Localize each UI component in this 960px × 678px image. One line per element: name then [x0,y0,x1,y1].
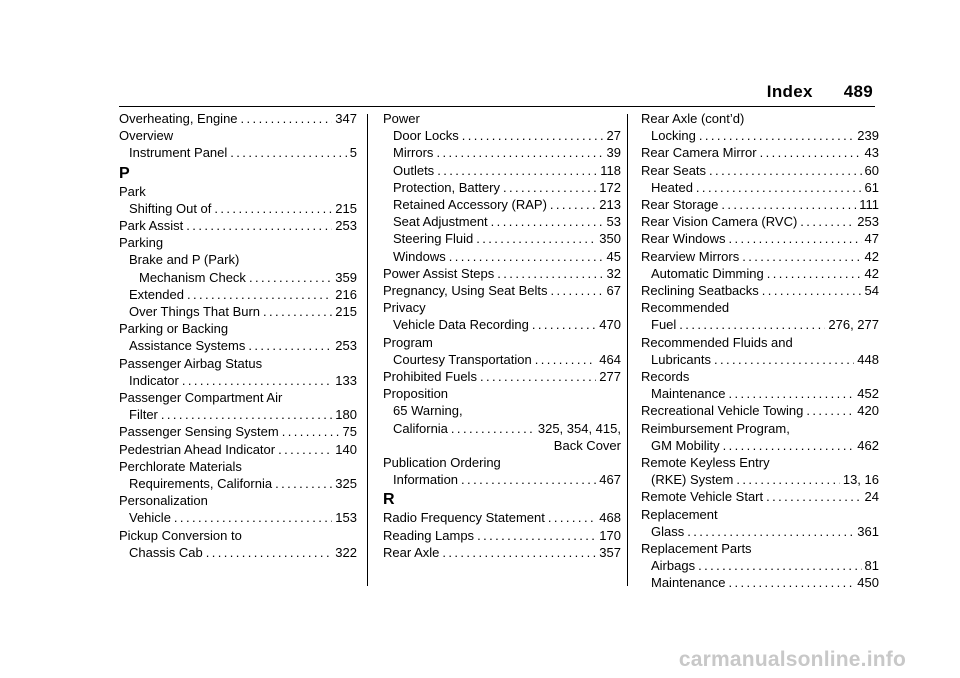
entry-term: Personalization [119,493,208,509]
entry-term: Pedestrian Ahead Indicator [119,441,276,457]
entry-page: 54 [864,283,879,299]
entry-page: 357 [599,544,621,560]
entry-page: 32 [606,265,621,281]
header-rule [119,106,875,107]
entry-page: 75 [342,424,357,440]
page-number: 489 [843,82,873,101]
entry-term: Indicator [129,372,179,388]
entry-page: 468 [599,510,621,526]
dot-leader [728,385,854,402]
index-entry [119,458,357,475]
index-entry [641,213,879,230]
dot-leader [760,144,862,161]
entry-term: Records [641,369,690,385]
index-entry [119,372,357,389]
dot-leader [249,269,332,286]
entry-term: Parking or Backing [119,321,229,337]
entry-term: Information [393,472,459,488]
index-entry [119,355,357,372]
entry-term: Fuel [651,317,677,333]
entry-page: 464 [599,351,621,367]
dot-leader [275,475,332,492]
entry-term: Park [119,183,146,199]
index-entry [641,334,879,351]
dot-leader [436,144,603,161]
index-entry [641,368,879,385]
entry-page: 253 [857,214,879,230]
entry-page: 111 [859,197,879,213]
dot-leader [477,527,596,544]
dot-leader [451,420,535,437]
entry-term: Requirements, California [129,476,273,492]
dot-leader [806,402,854,419]
entry-term: Courtesy Transportation [393,351,532,367]
entry-term: Overheating, Engine [119,111,238,126]
index-entry [641,265,879,282]
entry-page: 67 [606,283,621,299]
entry-term: Locking [651,128,696,144]
index-entry [383,471,621,488]
index-entry [641,351,879,368]
entry-page: 47 [864,231,879,247]
entry-term: Automatic Dimming [651,265,764,281]
dot-leader [480,368,596,385]
entry-page: 239 [857,128,879,144]
entry-term: Recreational Vehicle Towing [641,403,804,419]
dot-leader [497,265,603,282]
entry-page: 215 [335,304,357,320]
column-divider [627,114,628,586]
entry-term: Maintenance [651,575,726,591]
index-entry [383,162,621,179]
index-entry [641,437,879,454]
entry-page: 13, 16 [842,472,879,488]
index-entry [383,368,621,385]
index-entry [383,385,621,402]
entry-term: Instrument Panel [129,145,228,161]
index-entry [383,230,621,247]
entry-term: Rearview Mirrors [641,248,740,264]
entry-term: Rear Seats [641,162,707,178]
index-entry [119,286,357,303]
index-entry [119,251,357,268]
index-entry [383,282,621,299]
dot-leader [437,162,597,179]
index-entry [383,213,621,230]
index-entry [383,110,621,127]
index-entry [383,351,621,368]
index-entry [119,144,357,161]
dot-leader [714,351,854,368]
index-entry [641,574,879,591]
entry-term: Chassis Cab [129,544,203,560]
entry-term: Passenger Airbag Status [119,355,263,371]
entry-term: 65 Warning, [393,403,463,419]
entry-term: Shifting Out of [129,200,212,216]
index-entry [119,183,357,200]
dot-leader [723,437,855,454]
dot-leader [282,423,340,440]
index-entry [119,234,357,251]
section-letter: R [383,491,395,509]
dot-leader [800,213,854,230]
index-column-3 [641,110,879,592]
dot-leader [742,248,861,265]
index-entry [383,248,621,265]
entry-page: 325 [335,476,357,492]
index-entry [119,544,357,561]
entry-page: 118 [600,162,621,178]
dot-leader [206,544,333,561]
entry-page: 215 [335,200,357,216]
dot-leader [687,523,854,540]
entry-page: 253 [335,338,357,354]
index-entry [383,334,621,351]
entry-term: Recommended Fluids and [641,334,793,350]
entry-term: Recommended [641,300,730,316]
index-entry [119,475,357,492]
entry-page: 462 [857,437,879,453]
dot-leader [461,471,596,488]
section-letter: P [119,164,130,182]
entry-page: 172 [599,179,621,195]
index-entry [641,144,879,161]
entry-page: 42 [864,265,879,281]
entry-term: Mirrors [393,145,434,161]
index-entry [641,110,879,127]
entry-term: Reimbursement Program, [641,420,790,436]
dot-leader [766,488,861,505]
dot-leader [230,144,346,161]
entry-term: Rear Vision Camera (RVC) [641,214,798,230]
index-entry [641,385,879,402]
entry-page: 39 [606,145,621,161]
entry-term: Rear Axle (cont’d) [641,111,745,126]
entry-page: 42 [864,248,879,264]
entry-term: Rear Axle [383,544,440,560]
index-entry [119,320,357,337]
entry-term: Airbags [651,558,696,574]
index-entry [383,127,621,144]
dot-leader [442,544,596,561]
entry-term: Replacement [641,506,718,522]
entry-page: 347 [335,111,357,126]
entry-term: GM Mobility [651,437,720,453]
dot-leader [548,509,596,526]
entry-page: 276, 277 [828,317,879,333]
index-entry [641,506,879,523]
index-entry [641,316,879,333]
entry-term: Rear Storage [641,197,719,213]
dot-leader [187,286,332,303]
index-entry [119,492,357,509]
index-entry [641,557,879,574]
index-entry [641,402,879,419]
index-entry [383,527,621,544]
index-column-2 [383,110,621,561]
entry-page: 277 [599,369,621,385]
dot-leader [278,441,332,458]
dot-leader [449,248,604,265]
index-entry [641,230,879,247]
entry-term: Protection, Battery [393,179,500,195]
index-entry [119,337,357,354]
index-column-1 [119,110,357,561]
index-entry [119,527,357,544]
index-entry [383,454,621,471]
dot-leader [721,196,856,213]
index-entry [641,248,879,265]
index-entry [383,316,621,333]
entry-page: 60 [864,162,879,178]
dot-leader [698,557,861,574]
entry-page: 153 [335,510,357,526]
dot-leader [551,282,604,299]
entry-page: 448 [857,351,879,367]
entry-page: 213 [599,197,621,213]
entry-term: Over Things That Burn [129,304,261,320]
index-entry [119,423,357,440]
entry-term: Proposition [383,386,449,402]
dot-leader [182,372,332,389]
dot-leader [767,265,862,282]
entry-page: 350 [599,231,621,247]
entry-term: Perchlorate Materials [119,458,242,474]
entry-term: Pickup Conversion to [119,527,242,543]
index-entry [119,441,357,458]
index-entry [119,127,357,144]
index-entry [119,406,357,423]
entry-page: 420 [857,403,879,419]
entry-term: Heated [651,179,693,195]
entry-page: 216 [335,286,357,302]
index-entry [641,488,879,505]
dot-leader [535,351,597,368]
entry-page: 180 [335,407,357,423]
index-entry [119,269,357,286]
index-entry [383,509,621,526]
index-entry [119,217,357,234]
entry-page: 45 [606,248,621,264]
index-entry [383,420,621,437]
entry-term: Prohibited Fuels [383,369,477,385]
entry-page: 467 [599,472,621,488]
dot-leader [729,230,862,247]
entry-term: Glass [651,523,685,539]
entry-page: 27 [606,128,621,144]
entry-term: Lubricants [651,351,711,367]
entry-term: Radio Frequency Statement [383,510,545,526]
entry-term: Steering Fluid [393,231,474,247]
dot-leader [696,179,862,196]
entry-term: Vehicle Data Recording [393,317,529,333]
dot-leader [214,200,332,217]
entry-term: Power [383,111,420,126]
column-divider [367,114,368,586]
index-entry [641,196,879,213]
entry-term: Reading Lamps [383,527,475,543]
entry-term: Passenger Sensing System [119,424,279,440]
dot-leader [699,127,854,144]
index-entry [383,265,621,282]
index-entry [119,200,357,217]
entry-term: Outlets [393,162,435,178]
index-entry [119,110,357,127]
index-entry [641,282,879,299]
entry-term: Extended [129,286,184,302]
entry-page: 470 [599,317,621,333]
entry-term: Back Cover [553,437,621,453]
entry-term: Remote Keyless Entry [641,455,770,471]
entry-page: 322 [335,544,357,560]
entry-term: Windows [393,248,446,264]
entry-term: Overview [119,128,174,144]
dot-leader [532,316,596,333]
running-header [767,82,873,102]
dot-leader [462,127,604,144]
entry-term: Program [383,334,433,350]
dot-leader [186,217,332,234]
index-entry [119,509,357,526]
index-entry [641,540,879,557]
index-entry [119,303,357,320]
dot-leader [709,162,861,179]
index-entry [383,144,621,161]
index-entry [641,299,879,316]
entry-term: Pregnancy, Using Seat Belts [383,283,548,299]
entry-page: 5 [349,145,357,161]
entry-term: (RKE) System [651,472,734,488]
dot-leader [736,471,840,488]
index-entry [119,389,357,406]
dot-leader [174,509,332,526]
dot-leader [161,406,332,423]
dot-leader [728,574,854,591]
dot-leader [679,316,825,333]
dot-leader [241,110,333,127]
entry-page: 359 [335,269,357,285]
index-entry [641,523,879,540]
entry-term: California [393,420,448,436]
entry-term: Reclining Seatbacks [641,283,759,299]
entry-term: Publication Ordering [383,455,501,471]
entry-term: Door Locks [393,128,459,144]
entry-term: Power Assist Steps [383,265,495,281]
entry-term: Retained Accessory (RAP) [393,197,547,213]
entry-page: 170 [599,527,621,543]
entry-page: 253 [335,218,357,234]
index-entry [641,179,879,196]
dot-leader [263,303,332,320]
dot-leader [491,213,604,230]
entry-term: Brake and P (Park) [129,252,240,268]
index-entry [383,179,621,196]
entry-term: Passenger Compartment Air [119,390,283,406]
entry-term: Mechanism Check [139,269,246,285]
entry-page: 53 [606,214,621,230]
entry-page: 81 [864,558,879,574]
entry-term: Rear Camera Mirror [641,145,757,161]
dot-leader [476,230,596,247]
dot-leader [762,282,862,299]
entry-term: Park Assist [119,218,184,234]
entry-page: 325, 354, 415, [537,420,621,436]
section-title: Index [766,82,813,101]
dot-leader [550,196,596,213]
dot-leader [248,337,332,354]
index-entry [383,196,621,213]
index-entry [383,402,621,419]
index-entry [383,437,621,454]
entry-term: Maintenance [651,386,726,402]
entry-term: Vehicle [129,510,171,526]
entry-term: Seat Adjustment [393,214,488,230]
entry-page: 450 [857,575,879,591]
index-entry [383,299,621,316]
entry-page: 133 [335,372,357,388]
index-entry [383,544,621,561]
entry-page: 452 [857,386,879,402]
watermark: carmanualsonline.info [678,648,906,671]
index-entry [641,127,879,144]
entry-term: Privacy [383,300,426,316]
entry-term: Parking [119,235,164,251]
entry-page: 61 [864,179,879,195]
dot-leader [503,179,596,196]
entry-term: Assistance Systems [129,338,246,354]
index-entry [641,471,879,488]
entry-term: Rear Windows [641,231,726,247]
entry-page: 361 [857,523,879,539]
index-entry [641,162,879,179]
entry-term: Filter [129,407,158,423]
entry-term: Replacement Parts [641,541,752,557]
entry-page: 24 [864,489,879,505]
entry-page: 140 [335,441,357,457]
index-entry [641,420,879,437]
entry-term: Remote Vehicle Start [641,489,764,505]
index-entry [641,454,879,471]
entry-page: 43 [864,145,879,161]
